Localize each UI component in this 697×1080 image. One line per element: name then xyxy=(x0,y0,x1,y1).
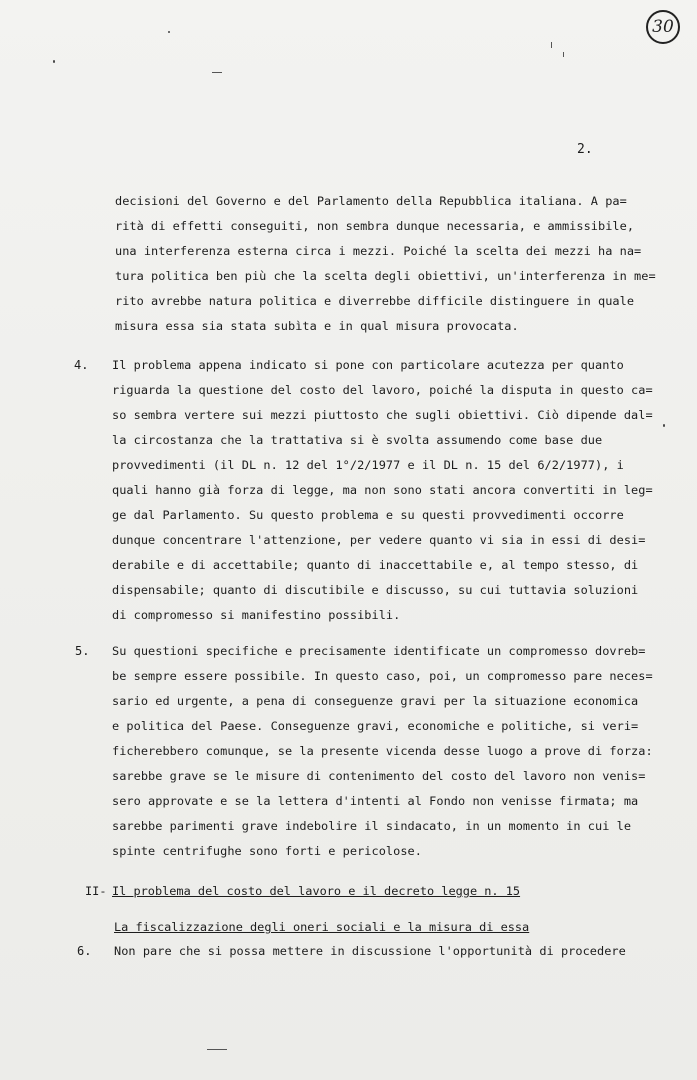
text-line: sero approvate e se la lettera d'intenti al Fondo non venisse firmata; ma xyxy=(112,794,639,808)
text-line: rità di effetti conseguiti, non sembra dunque necessaria, e ammissibile, xyxy=(115,219,635,233)
text-line: misura essa sia stata subìta e in qual misura provocata. xyxy=(115,319,519,333)
text-line: dunque concentrare l'attenzione, per vedere quanto vi sia in essi di desi= xyxy=(112,533,646,547)
text-line: ge dal Parlamento. Su questo problema e su questi provvedimenti occorre xyxy=(112,508,624,522)
page-number: 2. xyxy=(577,142,593,157)
text-line: decisioni del Governo e del Parlamento della Repubblica italiana. A pa= xyxy=(115,194,627,208)
text-line: Il problema appena indicato si pone con particolare acutezza per quanto xyxy=(112,358,624,372)
text-line: sario ed urgente, a pena di conseguenze gravi per la situazione economica xyxy=(112,694,639,708)
ink-mark xyxy=(563,52,564,57)
text-line: tura politica ben più che la scelta degli obiettivi, un'interferenza in me= xyxy=(115,269,656,283)
text-line: la circostanza che la trattativa si è svolta assumendo come base due xyxy=(112,433,603,447)
text-line: derabile e di accettabile; quanto di inaccettabile e, al tempo stesso, di xyxy=(112,558,639,572)
ink-mark xyxy=(207,1049,227,1050)
text-line: rito avrebbe natura politica e diverrebbe difficile distinguere in quale xyxy=(115,294,635,308)
section-subtitle: La fiscalizzazione degli oneri sociali e la misura di essa xyxy=(114,920,530,934)
paragraph-number: 4. xyxy=(74,358,89,372)
text-line: e politica del Paese. Conseguenze gravi, economiche e politiche, si veri= xyxy=(112,719,639,733)
text-line: be sempre essere possibile. In questo caso, poi, un compromesso pare neces= xyxy=(112,669,653,683)
text-line: una interferenza esterna circa i mezzi. Poiché la scelta dei mezzi ha na= xyxy=(115,244,642,258)
text-line: quali hanno già forza di legge, ma non sono stati ancora convertiti in leg= xyxy=(112,483,653,497)
text-line: ficherebbero comunque, se la presente vicenda desse luogo a prove di forza: xyxy=(112,744,653,758)
paragraph-number: 5. xyxy=(75,644,90,658)
ink-mark xyxy=(212,72,222,73)
ink-mark xyxy=(551,42,552,48)
text-line: spinte centrifughe sono forti e pericolose. xyxy=(112,844,422,858)
text-line: di compromesso si manifestino possibili. xyxy=(112,608,401,622)
text-line: Non pare che si possa mettere in discussione l'opportunità di procedere xyxy=(114,944,626,958)
ink-speck xyxy=(168,31,170,33)
text-line: riguarda la questione del costo del lavoro, poiché la disputa in questo ca= xyxy=(112,383,653,397)
text-line: so sembra vertere sui mezzi piuttosto che sugli obiettivi. Ciò dipende dal= xyxy=(112,408,653,422)
ink-speck xyxy=(53,60,55,63)
archive-stamp: 30 xyxy=(646,10,680,44)
text-line: sarebbe parimenti grave indebolire il sindacato, in un momento in cui le xyxy=(112,819,632,833)
section-title: Il problema del costo del lavoro e il decreto legge n. 15 xyxy=(112,884,521,898)
paragraph-number: 6. xyxy=(77,944,92,958)
text-line: sarebbe grave se le misure di contenimento del costo del lavoro non venis= xyxy=(112,769,646,783)
text-line: dispensabile; quanto di discutibile e discusso, su cui tuttavia soluzioni xyxy=(112,583,639,597)
ink-speck xyxy=(663,424,665,427)
section-number: II- xyxy=(85,884,107,898)
text-line: Su questioni specifiche e precisamente identificate un compromesso dovreb= xyxy=(112,644,646,658)
text-line: provvedimenti (il DL n. 12 del 1°/2/1977 e il DL n. 15 del 6/2/1977), i xyxy=(112,458,624,472)
